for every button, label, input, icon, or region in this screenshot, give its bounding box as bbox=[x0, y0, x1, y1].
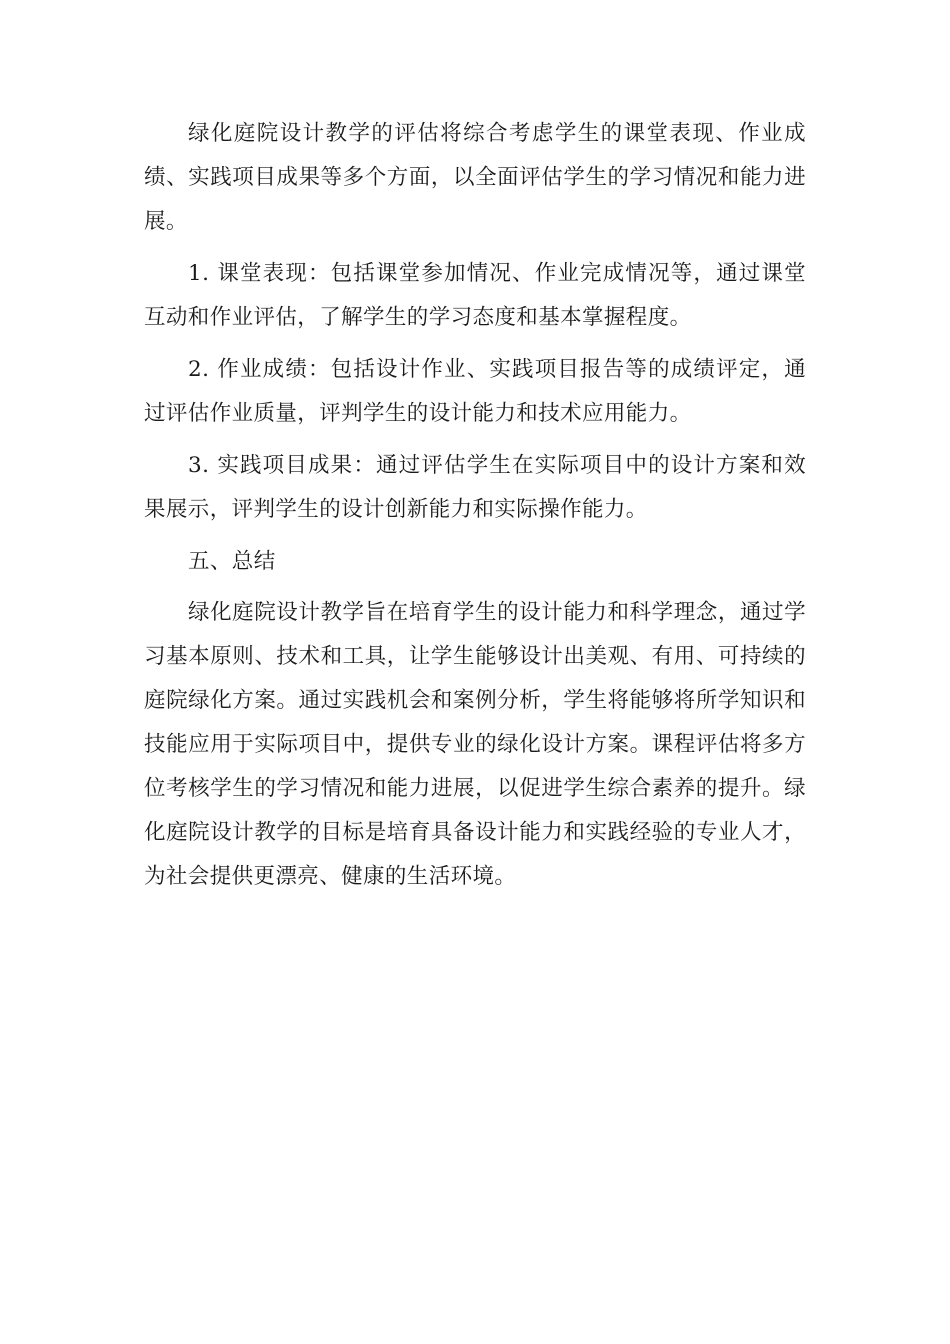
summary-paragraph: 绿化庭院设计教学旨在培育学生的设计能力和科学理念，通过学习基本原则、技术和工具，让学生能够设计出美观、有用、可持续的庭院绿化方案。通过实践机会和案例分析，学生将能够将所学知识和技能应用于实际项目中，提供专业的绿化设计方案。课程评估将多方位考核学生的学习情况和能力进展，以促进学生综合素养的提升。绿化庭院设计教学的目标是培育具备设计能力和实践经验的专业人才，为社会提供更漂亮、健康的生活环境。 bbox=[144, 600, 806, 889]
intro-paragraph: 绿化庭院设计教学的评估将综合考虑学生的课堂表现、作业成绩、实践项目成果等多个方面，以全面评估学生的学习情况和能力进展。 bbox=[144, 121, 806, 234]
list-item-assignment-grades: 2. 作业成绩：包括设计作业、实践项目报告等的成绩评定，通过评估作业质量，评判学生的设计能力和技术应用能力。 bbox=[144, 357, 806, 426]
document-body bbox=[144, 112, 806, 899]
section-heading-summary: 五、总结 bbox=[188, 549, 276, 574]
list-item-project-results: 3. 实践项目成果：通过评估学生在实际项目中的设计方案和效果展示，评判学生的设计创新能力和实际操作能力。 bbox=[144, 453, 806, 522]
list-item-classroom-performance: 1. 课堂表现：包括课堂参加情况、作业完成情况等，通过课堂互动和作业评估，了解学生的学习态度和基本掌握程度。 bbox=[144, 261, 806, 330]
